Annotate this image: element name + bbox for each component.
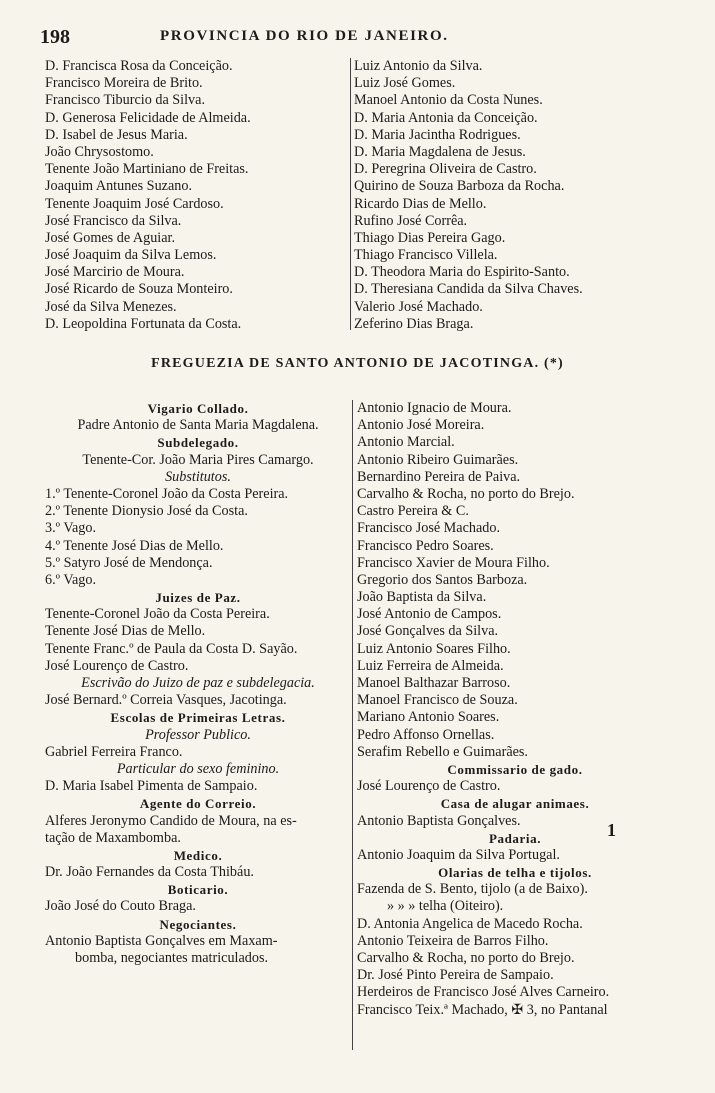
page-title: PROVINCIA DO RIO DE JANEIRO. — [160, 28, 449, 44]
list-entry: Antonio Joaquim da Silva Portugal. — [357, 846, 560, 863]
list-entry: Castro Pereira & C. — [357, 503, 469, 520]
list-entry: Francisco Tiburcio da Silva. — [45, 92, 205, 109]
list-entry: João José do Couto Braga. — [45, 898, 196, 915]
list-entry: José Ricardo de Souza Monteiro. — [45, 281, 233, 298]
list-entry: Thiago Dias Pereira Gago. — [354, 229, 506, 246]
list-entry: 3.º Vago. — [45, 520, 97, 537]
list-entry: Alferes Jeronymo Candido de Moura, na es- — [45, 812, 297, 829]
list-entry: Francisco Pedro Soares. — [357, 537, 494, 554]
list-entry: Francisco Moreira de Brito. — [45, 75, 203, 92]
list-entry: tação de Maxambomba. — [45, 829, 181, 846]
list-entry: Luiz Antonio da Silva. — [354, 58, 483, 74]
section-heading: Vigario Collado. — [147, 401, 249, 416]
list-entry: Tenente José Dias de Mello. — [45, 623, 206, 640]
page-number: 198 — [40, 26, 70, 48]
list-entry: Joaquim Antunes Suzano. — [45, 178, 192, 195]
section-heading: Boticario. — [167, 882, 229, 898]
list-entry: Gregorio dos Santos Barboza. — [357, 571, 528, 588]
list-entry: Serafim Rebello e Guimarães. — [357, 743, 528, 760]
list-entry: Dr. José Pinto Pereira de Sampaio. — [357, 967, 554, 984]
list-entry: 6.º Vago. — [45, 571, 97, 588]
list-entry: Francisco Teix.ª Machado, ✠ 3, no Pantanal — [357, 1001, 608, 1018]
list-entry: Manoel Balthazar Barroso. — [357, 675, 511, 691]
list-entry: Luiz José Gomes. — [354, 75, 456, 92]
list-entry: D. Maria Antonia da Conceição. — [354, 109, 538, 126]
list-entry: Particular do sexo feminino. — [116, 760, 280, 777]
section-heading: Olarias de telha e tijolos. — [438, 865, 592, 881]
list-entry: Pedro Affonso Ornellas. — [357, 726, 495, 743]
column-divider — [350, 58, 351, 330]
list-entry: D. Maria Isabel Pimenta de Sampaio. — [45, 778, 258, 795]
list-entry: 4.º Tenente José Dias de Mello. — [45, 537, 224, 554]
bottom-right-listing — [357, 400, 673, 1019]
list-entry: Antonio Baptista Gonçalves em Maxam- — [45, 932, 278, 949]
list-entry: José Gomes de Aguiar. — [45, 229, 176, 246]
list-entry: Antonio Marcial. — [357, 434, 455, 451]
list-entry: D. Francisca Rosa da Conceição. — [45, 58, 233, 74]
list-entry: João Baptista da Silva. — [357, 589, 487, 606]
list-entry: Padre Antonio de Santa Maria Magdalena. — [77, 417, 319, 434]
list-entry: Francisco José Machado. — [357, 520, 501, 537]
section-heading: Medico. — [173, 847, 223, 863]
list-entry: Mariano Antonio Soares. — [357, 709, 500, 726]
list-entry: D. Antonia Angelica de Macedo Rocha. — [357, 915, 583, 932]
list-entry: D. Theodora Maria do Espirito-Santo. — [354, 264, 570, 281]
list-entry: Rufino José Corrêa. — [354, 212, 468, 229]
list-entry: Tenente João Martiniano de Freitas. — [45, 161, 249, 178]
bottom-left-listing — [45, 400, 351, 967]
section-heading: Negociantes. — [159, 916, 237, 932]
list-entry: Valerio José Machado. — [354, 298, 483, 315]
list-entry: José Bernard.º Correia Vasques, Jacotinga. — [45, 692, 287, 709]
list-entry: Zeferino Dias Braga. — [354, 315, 474, 332]
list-entry: Antonio Baptista Gonçalves. — [357, 812, 521, 829]
column-divider — [352, 400, 353, 1050]
list-entry: José Joaquim da Silva Lemos. — [45, 247, 217, 264]
list-entry: Manoel Francisco de Souza. — [357, 692, 518, 709]
list-entry: Tenente-Cor. João Maria Pires Camargo. — [82, 451, 314, 468]
list-entry: Thiago Francisco Villela. — [354, 247, 498, 264]
list-entry: D. Peregrina Oliveira de Castro. — [354, 161, 537, 178]
list-entry: Quirino de Souza Barboza da Rocha. — [354, 178, 565, 195]
list-entry: » » » telha (Oiteiro). — [387, 898, 504, 915]
list-entry: Francisco Xavier de Moura Filho. — [357, 554, 550, 571]
list-entry: D. Leopoldina Fortunata da Costa. — [45, 315, 242, 332]
page-header — [40, 26, 680, 48]
list-entry: Carvalho & Rocha, no porto do Brejo. — [357, 950, 575, 966]
section-heading: Subdelegado. — [157, 435, 239, 451]
list-entry: Escrivão do Juizo de paz e subdelegacia. — [81, 675, 315, 691]
list-entry: José Marcirio de Moura. — [45, 264, 185, 281]
list-entry: Fazenda de S. Bento, tijolo (a de Baixo). — [357, 881, 588, 898]
list-entry: Luiz Antonio Soares Filho. — [357, 640, 511, 657]
list-entry: Antonio Ribeiro Guimarães. — [357, 451, 519, 468]
list-entry: João Chrysostomo. — [45, 143, 154, 160]
list-entry: D. Maria Jacintha Rodrigues. — [354, 126, 521, 143]
top-right-name-list — [354, 58, 684, 333]
list-entry: Bernardino Pereira de Paiva. — [357, 468, 521, 485]
list-entry: Antonio Ignacio de Moura. — [357, 400, 512, 416]
section-heading: Juizes de Paz. — [155, 590, 241, 606]
list-entry: Manoel Antonio da Costa Nunes. — [354, 92, 543, 109]
list-entry: José Francisco da Silva. — [45, 212, 182, 229]
list-entry: Herdeiros de Francisco José Alves Carneiro. — [357, 984, 610, 1001]
list-entry: Tenente Franc.º de Paula da Costa D. Sayão. — [45, 640, 298, 657]
list-entry: Antonio Teixeira de Barros Filho. — [357, 932, 549, 949]
margin-mark: 1 — [607, 820, 616, 840]
list-entry: Tenente-Coronel João da Costa Pereira. — [45, 606, 270, 623]
section-heading: Padaria. — [488, 830, 542, 846]
list-entry: José Lourenço de Castro. — [357, 778, 501, 795]
list-entry: Luiz Ferreira de Almeida. — [357, 657, 504, 674]
top-left-name-list — [45, 58, 340, 333]
list-entry: 5.º Satyro José de Mendonça. — [45, 554, 213, 571]
section-heading: Escolas de Primeiras Letras. — [110, 710, 286, 726]
list-entry: 1.º Tenente-Coronel João da Costa Pereira. — [45, 485, 289, 502]
list-entry: José Gonçalves da Silva. — [357, 623, 499, 640]
list-entry: D. Theresiana Candida da Silva Chaves. — [354, 281, 583, 298]
section-heading: Commissario de gado. — [447, 761, 583, 777]
list-entry: Tenente Joaquim José Cardoso. — [45, 195, 224, 212]
list-entry: José Antonio de Campos. — [357, 606, 502, 623]
list-entry: Dr. João Fernandes da Costa Thibáu. — [45, 864, 254, 881]
list-entry: José Lourenço de Castro. — [45, 657, 189, 674]
list-entry: José da Silva Menezes. — [45, 298, 177, 315]
section-heading: Agente do Correio. — [139, 796, 257, 812]
list-entry: Gabriel Ferreira Franco. — [45, 743, 183, 760]
list-entry: Antonio José Moreira. — [357, 417, 485, 434]
list-entry: D. Maria Magdalena de Jesus. — [354, 143, 526, 160]
list-entry: bomba, negociantes matriculados. — [75, 950, 269, 966]
list-entry: Professor Publico. — [145, 726, 251, 743]
list-entry: 2.º Tenente Dionysio José da Costa. — [45, 503, 248, 520]
list-entry: D. Generosa Felicidade de Almeida. — [45, 109, 251, 126]
section-heading: Casa de alugar animaes. — [440, 796, 590, 812]
list-entry: Substitutos. — [165, 468, 231, 485]
list-entry: Carvalho & Rocha, no porto do Brejo. — [357, 485, 575, 502]
section-title: FREGUEZIA DE SANTO ANTONIO DE JACOTINGA. (*) — [151, 356, 564, 371]
list-entry: Ricardo Dias de Mello. — [354, 195, 487, 212]
list-entry: D. Isabel de Jesus Maria. — [45, 126, 188, 143]
